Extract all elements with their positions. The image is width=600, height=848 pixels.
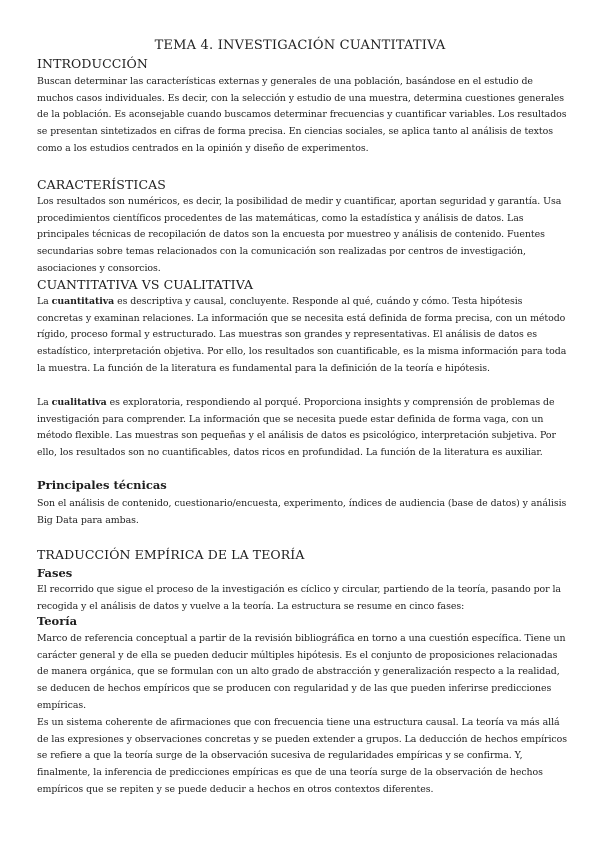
heading-traduccion-empirica: TRADUCCIÓN EMPÍRICA DE LA TEORÍA <box>37 547 305 562</box>
paragraph-caracteristicas: Los resultados son numéricos, es decir, la posibilidad de medir y cuantificar, aportan seguridad y garantía. Usa procedimientos científicos procedentes de las matemáticas, como la estadística y análisis de datos. Las principales técnicas de recopilación de datos son la encuesta por muestreo y análisis de contenido. Fuentes secundarias sobre temas relacionados con la comunicación son realizadas por centros de investigación, asociaciones y consorcios. <box>37 196 562 274</box>
paragraph-cuantitativa: La cuantitativa es descriptiva y causal, concluyente. Responde al qué, cuándo y cómo. Testa hipótesis concretas y examinan relaciones. La información que se necesita está definida de forma precisa, con un método rígido, proceso formal y estructurado. Las muestras son grandes y representativas. El análisis de datos es estadístico, interpretación objetiva. Por ello, los resultados son cuantificable, es la misma información para toda la muestra. La función de la literatura es fundamental para la definición de la teoría e hipótesis. <box>37 296 567 374</box>
paragraph-cualitativa: La cualitativa es exploratoria, respondiendo al porqué. Proporciona insights y comprensión de problemas de investigación para comprender. La información que se necesita puede estar definida de forma vaga, con un método flexible. Las muestras son pequeñas y el análisis de datos es psicológico, interpretación subjetiva. Por ello, los resultados son no cuantificables, datos ricos en profundidad. La función de la literatura es auxiliar. <box>37 397 556 459</box>
paragraph-teoria-2: Es un sistema coherente de afirmaciones que con frecuencia tiene una estructura causal. La teoría va más allá de las expresiones y observaciones concretas y se pueden extender a grupos. La deducción de hechos empíricos se refiere a que la teoría surge de la observación sucesiva de regularidades empíricas y se confirma. Y, finalmente, la inferencia de predicciones empíricas es que de una teoría surge de la observación de hechos empíricos que se repiten y se puede deducir a hechos en otros contextos diferentes. <box>37 717 567 795</box>
term-cuantitativa: cuantitativa <box>51 296 115 307</box>
paragraph-introduccion: Buscan determinar las características externas y generales de una población, basándose en el estudio de muchos casos individuales. Es decir, con la selección y estudio de una muestra, determina cuestiones generales de la población. Es aconsejable cuando buscamos determinar frecuencias y cuantificar variables. Los resultados se presentan sintetizados en cifras de forma precisa. En ciencias sociales, se aplica tanto al análisis de textos como a los estudios centrados en la opinión y diseño de experimentos. <box>37 76 567 154</box>
heading-fases: Fases <box>37 566 73 580</box>
heading-introduccion: INTRODUCCIÓN <box>37 56 148 71</box>
heading-principales-tecnicas: Principales técnicas <box>37 478 167 492</box>
heading-caracteristicas: CARACTERÍSTICAS <box>37 177 166 192</box>
heading-teoria: Teoría <box>37 614 78 628</box>
document-title: TEMA 4. INVESTIGACIÓN CUANTITATIVA <box>154 38 446 53</box>
paragraph-fases: El recorrido que sigue el proceso de la investigación es cíclico y circular, partiendo de la teoría, pasando por la recogida y el análisis de datos y vuelve a la teoría. La estructura se resume en cinco fases: <box>37 584 561 612</box>
paragraph-teoria-1: Marco de referencia conceptual a partir de la revisión bibliográfica en torno a una cuestión específica. Tiene un carácter general y de ella se pueden deducir múltiples hipótesis. Es el conjunto de proposiciones relacionadas de manera orgánica, que se formulan con un alto grado de abstracción y generalización respecto a la realidad, se deducen de hechos empíricos que se producen con regularidad y de las que pueden inferirse predicciones empíricas. <box>37 633 566 711</box>
term-cualitativa: cualitativa <box>51 397 107 408</box>
paragraph-principales-tecnicas: Son el análisis de contenido, cuestionario/encuesta, experimento, índices de audiencia (base de datos) y análisis Big Data para ambas. <box>37 498 567 526</box>
heading-cuantitativa-vs-cualitativa: CUANTITATIVA VS CUALITATIVA <box>37 277 254 292</box>
